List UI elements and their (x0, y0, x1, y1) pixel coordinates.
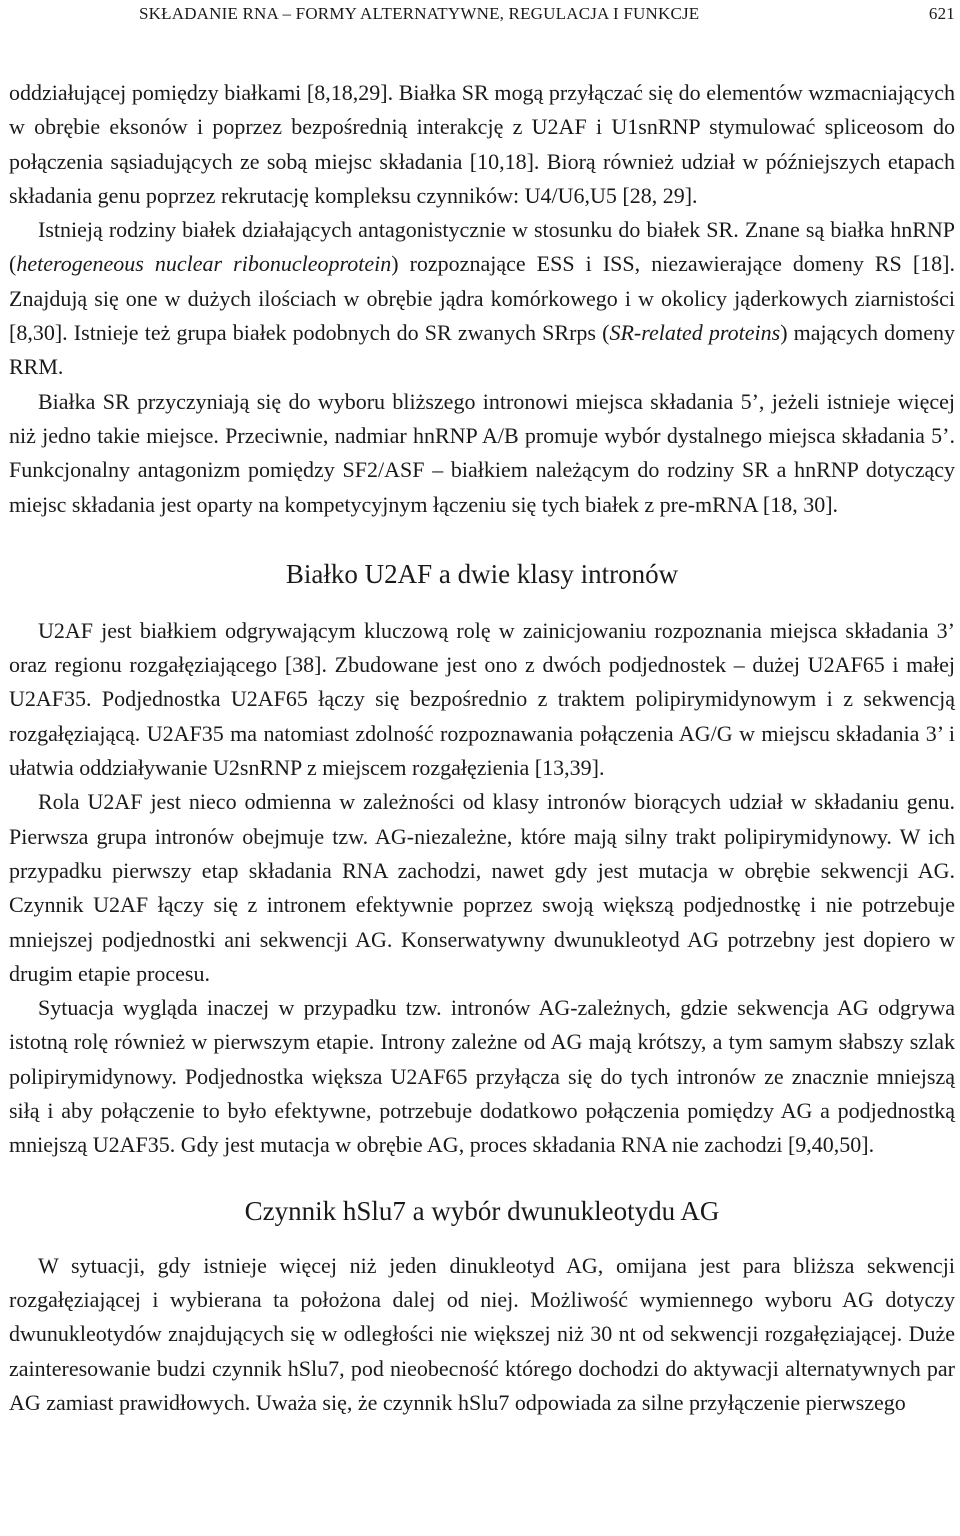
document-page (9, 0, 955, 1420)
running-head (9, 0, 955, 40)
term-srrps: SR-related proteins (609, 320, 781, 346)
paragraph-hnrnp-part-c: ) mających domeny RRM. (9, 320, 955, 380)
term-hnrnp: heterogeneous nuclear ribonucleoprotein (16, 251, 392, 277)
section-heading-hslu7: Czynnik hSlu7 a wybór dwunukleotydu AG (244, 1195, 720, 1226)
paragraph-sr-proteins: oddziałującej pomiędzy białkami [8,18,29]. Białka SR mogą przyłączać się do elementów wzmacniających w obrębie eksonów i poprzez bezpośrednią interakcję z U2AF i U1snRNP stymulować spliceosom do połączenia sąsiadujących ze sobą miejsc składania [10,18]. Biorą również udział w późniejszych etapach składania genu poprzez rekrutację kompleksu czynników: U4/U6,U5 [28, 29]. (9, 80, 955, 208)
paragraph-hnrnp-part-b: ) rozpoznające ESS i ISS, niezawierające domeny RS [18]. Znajdują się one w dużych ilościach w obrębie jądra komórkowego i w okolicy jąderkowych ziarnistości [8,30]. Istnieje też grupa białek podobnych do SR zwanych SRrps ( (9, 251, 956, 346)
paragraph-splice-site-selection: Białka SR przyczyniają się do wyboru bliższego intronowi miejsca składania 5’, jeżeli istnieje więcej niż jedno takie miejsce. Przeciwnie, nadmiar hnRNP A/B promuje wybór dystalnego miejsca składania 5’. Funkcjonalny antagonizm pomiędzy SF2/ASF – białkiem należącym do rodziny SR a hnRNP dotyczący miejsc składania jest oparty na kompetycyjnym łączeniu się tych białek z pre-mRNA [18, 30]. (9, 388, 955, 517)
paragraph-ag-dependent: Sytuacja wygląda inaczej w przypadku tzw. intronów AG-zależnych, gdzie sekwencja AG odgrywa istotną rolę również w pierwszym etapie. Introny zależne od AG mają krótszy, a tym samym słabszy szlak polipirymidynowy. Podjednostka większa U2AF65 przyłącza się do tych intronów ze znacznie mniejszą siłą i aby połączenie to było efektywne, potrzebuje dodatkowo połączenia pomiędzy AG a podjednostką mniejszą U2AF35. Gdy jest mutacja w obrębie AG, proces składania RNA nie zachodzi [9,40,50]. (9, 995, 955, 1158)
paragraph-ag-independent: Rola U2AF jest nieco odmienna w zależności od klasy intronów biorących udział w składaniu genu. Pierwsza grupa intronów obejmuje tzw. AG-niezależne, które mają silny trakt polipirymidynowy. W ich przypadku pierwszy etap składania RNA zachodzi, nawet gdy jest mutacja w obrębie sekwencji AG. Czynnik U2AF łączy się z intronem efektywnie poprzez swoją większą podjednostkę i nie potrzebuje mniejszej podjednostki ani sekwencji AG. Konserwatywny dwunukleotyd AG potrzebny jest dopiero w drugim etapie procesu. (9, 789, 955, 986)
paragraph-hslu7: W sytuacji, gdy istnieje więcej niż jeden dinukleotyd AG, omijana jest para bliższa sekwencji rozgałęziającej i wybierana ta położona dalej od niej. Możliwość wymiennego wyboru AG dotyczy dwunukleotydów znajdujących się w odległości nie większej niż 30 nt od sekwencji rozgałęziającej. Duże zainteresowanie budzi czynnik hSlu7, pod nieobecność którego dochodzi do aktywacji alternatywnych par AG zamiast prawidłowych. Uważa się, że czynnik hSlu7 odpowiada za silne przyłączenie pierwszego (9, 1252, 955, 1415)
paragraph-hnrnp-part-a: Istnieją rodziny białek działających antagonistycznie w stosunku do białek SR. Znane są białka hnRNP ( (9, 217, 955, 277)
page-number: 621 (928, 4, 955, 23)
section-heading-u2af: Białko U2AF a dwie klasy intronów (285, 558, 679, 589)
running-head-title: SKŁADANIE RNA – FORMY ALTERNATYWNE, REGULACJA I FUNKCJE (139, 4, 700, 23)
paragraph-u2af-role: U2AF jest białkiem odgrywającym kluczową rolę w zainicjowaniu rozpoznania miejsca składania 3’ oraz regionu rozgałęziającego [38]. Zbudowane jest ono z dwóch podjednostek – dużej U2AF65 i małej U2AF35. Podjednostka U2AF65 łączy się bezpośrednio z traktem polipirymidynowym i z sekwencją rozgałęziającą. U2AF35 ma natomiast zdolność rozpoznawania połączenia AG/G w miejscu składania 3’ i ułatwia oddziaływanie U2snRNP z miejscem rozgałęzienia [13,39]. (9, 617, 955, 781)
body-text (9, 76, 955, 1420)
paragraph-hnrnp (9, 213, 955, 384)
